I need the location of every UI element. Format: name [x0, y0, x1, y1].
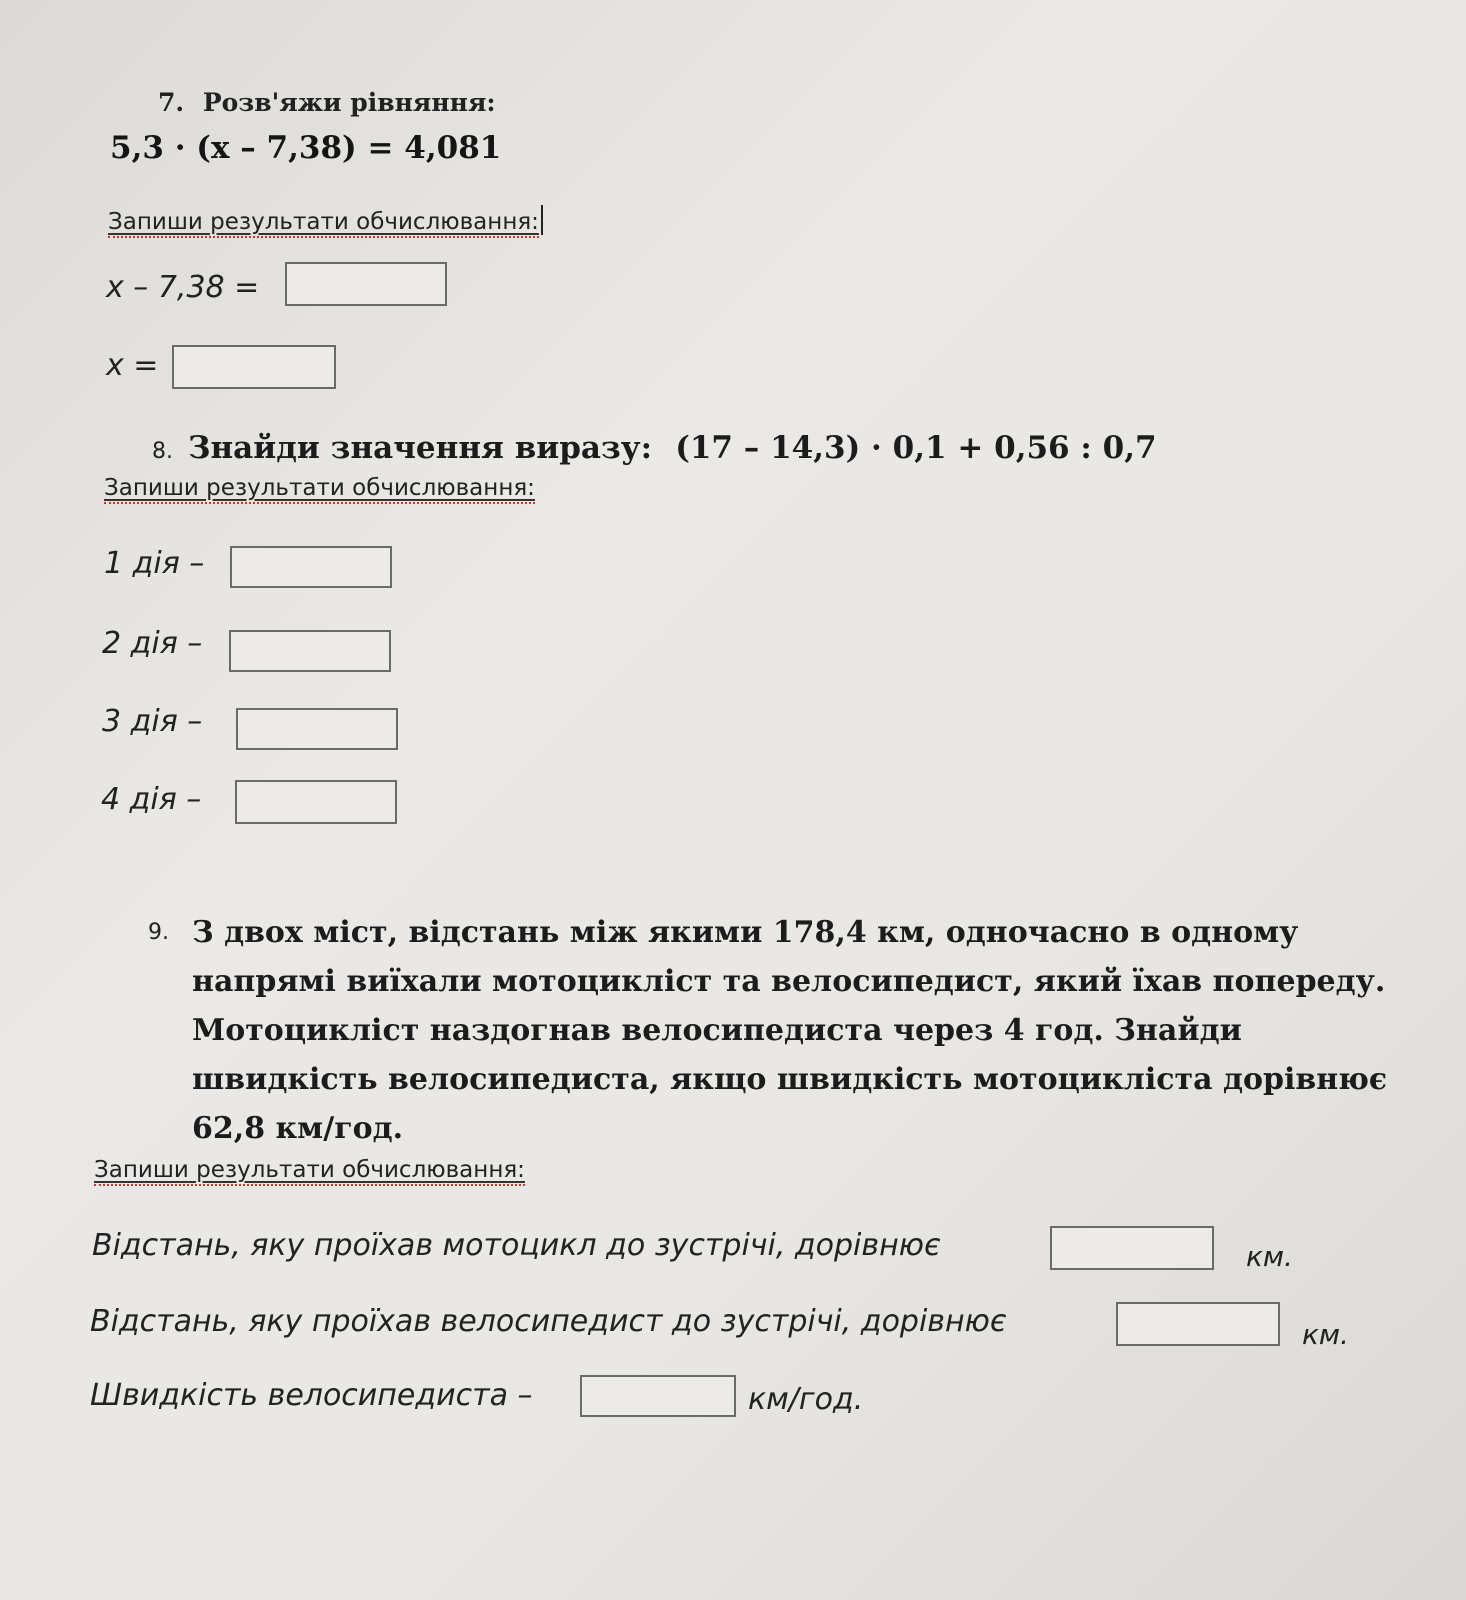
task9-line: З двох міст, відстань між якими 178,4 км, одночасно в одному: [192, 915, 1299, 950]
task8-number: 8.: [152, 439, 173, 464]
task9-answer1-unit: км.: [1246, 1240, 1293, 1273]
task9-number: 9.: [148, 920, 169, 945]
task8-step3-box[interactable]: [236, 708, 398, 750]
task8-title: Знайди значення виразу:: [188, 430, 653, 466]
task8-expression: (17 – 14,3) · 0,1 + 0,56 : 0,7: [675, 430, 1157, 466]
task7-answer1-box[interactable]: [285, 262, 447, 306]
task9-answer2-label: Відстань, яку проїхав велосипедист до зустрічі, дорівнює: [90, 1304, 1007, 1339]
task9-answer3-unit: км/год.: [748, 1382, 864, 1417]
task9-instruction: Запиши результати обчислювання:: [94, 1157, 525, 1186]
task7-line1-label: х – 7,38 =: [106, 270, 260, 305]
task7-instruction: Запиши результати обчислювання:: [108, 209, 539, 238]
task9-problem-text: [192, 908, 1387, 1153]
task9-answer3-label: Швидкість велосипедиста –: [90, 1378, 533, 1413]
task8-instruction: Запиши результати обчислювання:: [104, 475, 535, 504]
task9-line: 62,8 км/год.: [192, 1111, 404, 1146]
task8-step4-box[interactable]: [235, 780, 397, 824]
task8-heading: [152, 424, 1157, 473]
task7-number: 7.: [158, 88, 185, 117]
task8-step2-label: 2 дія –: [102, 626, 203, 661]
task7-title: Розв'яжи рівняння:: [202, 88, 496, 117]
task7-answer2-box[interactable]: [172, 345, 336, 389]
task9-line: Мотоцикліст наздогнав велосипедиста через 4 год. Знайди: [192, 1013, 1242, 1048]
task9-answer3-box[interactable]: [580, 1375, 736, 1417]
task9-line: швидкість велосипедиста, якщо швидкість мотоцикліста дорівнює: [192, 1062, 1388, 1097]
task8-step1-label: 1 дія –: [104, 546, 205, 581]
task9-answer2-box[interactable]: [1116, 1302, 1280, 1346]
text-cursor: [541, 205, 543, 235]
task8-step3-label: 3 дія –: [102, 704, 203, 739]
task9-answer1-box[interactable]: [1050, 1226, 1214, 1270]
task8-instruction-wrap: [104, 475, 535, 501]
task7-heading: [158, 88, 496, 117]
task7-line2-label: х =: [106, 348, 159, 383]
task8-step2-box[interactable]: [229, 630, 391, 672]
task9-answer1-label: Відстань, яку проїхав мотоцикл до зустрічі, дорівнює: [92, 1228, 941, 1263]
task8-step4-label: 4 дія –: [101, 782, 202, 817]
task9-answer2-unit: км.: [1302, 1318, 1349, 1351]
task8-step1-box[interactable]: [230, 546, 392, 588]
task9-instruction-wrap: [94, 1157, 525, 1183]
task9-line: напрямі виїхали мотоцикліст та велосипедист, який їхав попереду.: [192, 964, 1386, 999]
task7-equation: 5,3 · (х – 7,38) = 4,081: [110, 130, 502, 166]
task7-instruction-wrap: [108, 205, 543, 235]
